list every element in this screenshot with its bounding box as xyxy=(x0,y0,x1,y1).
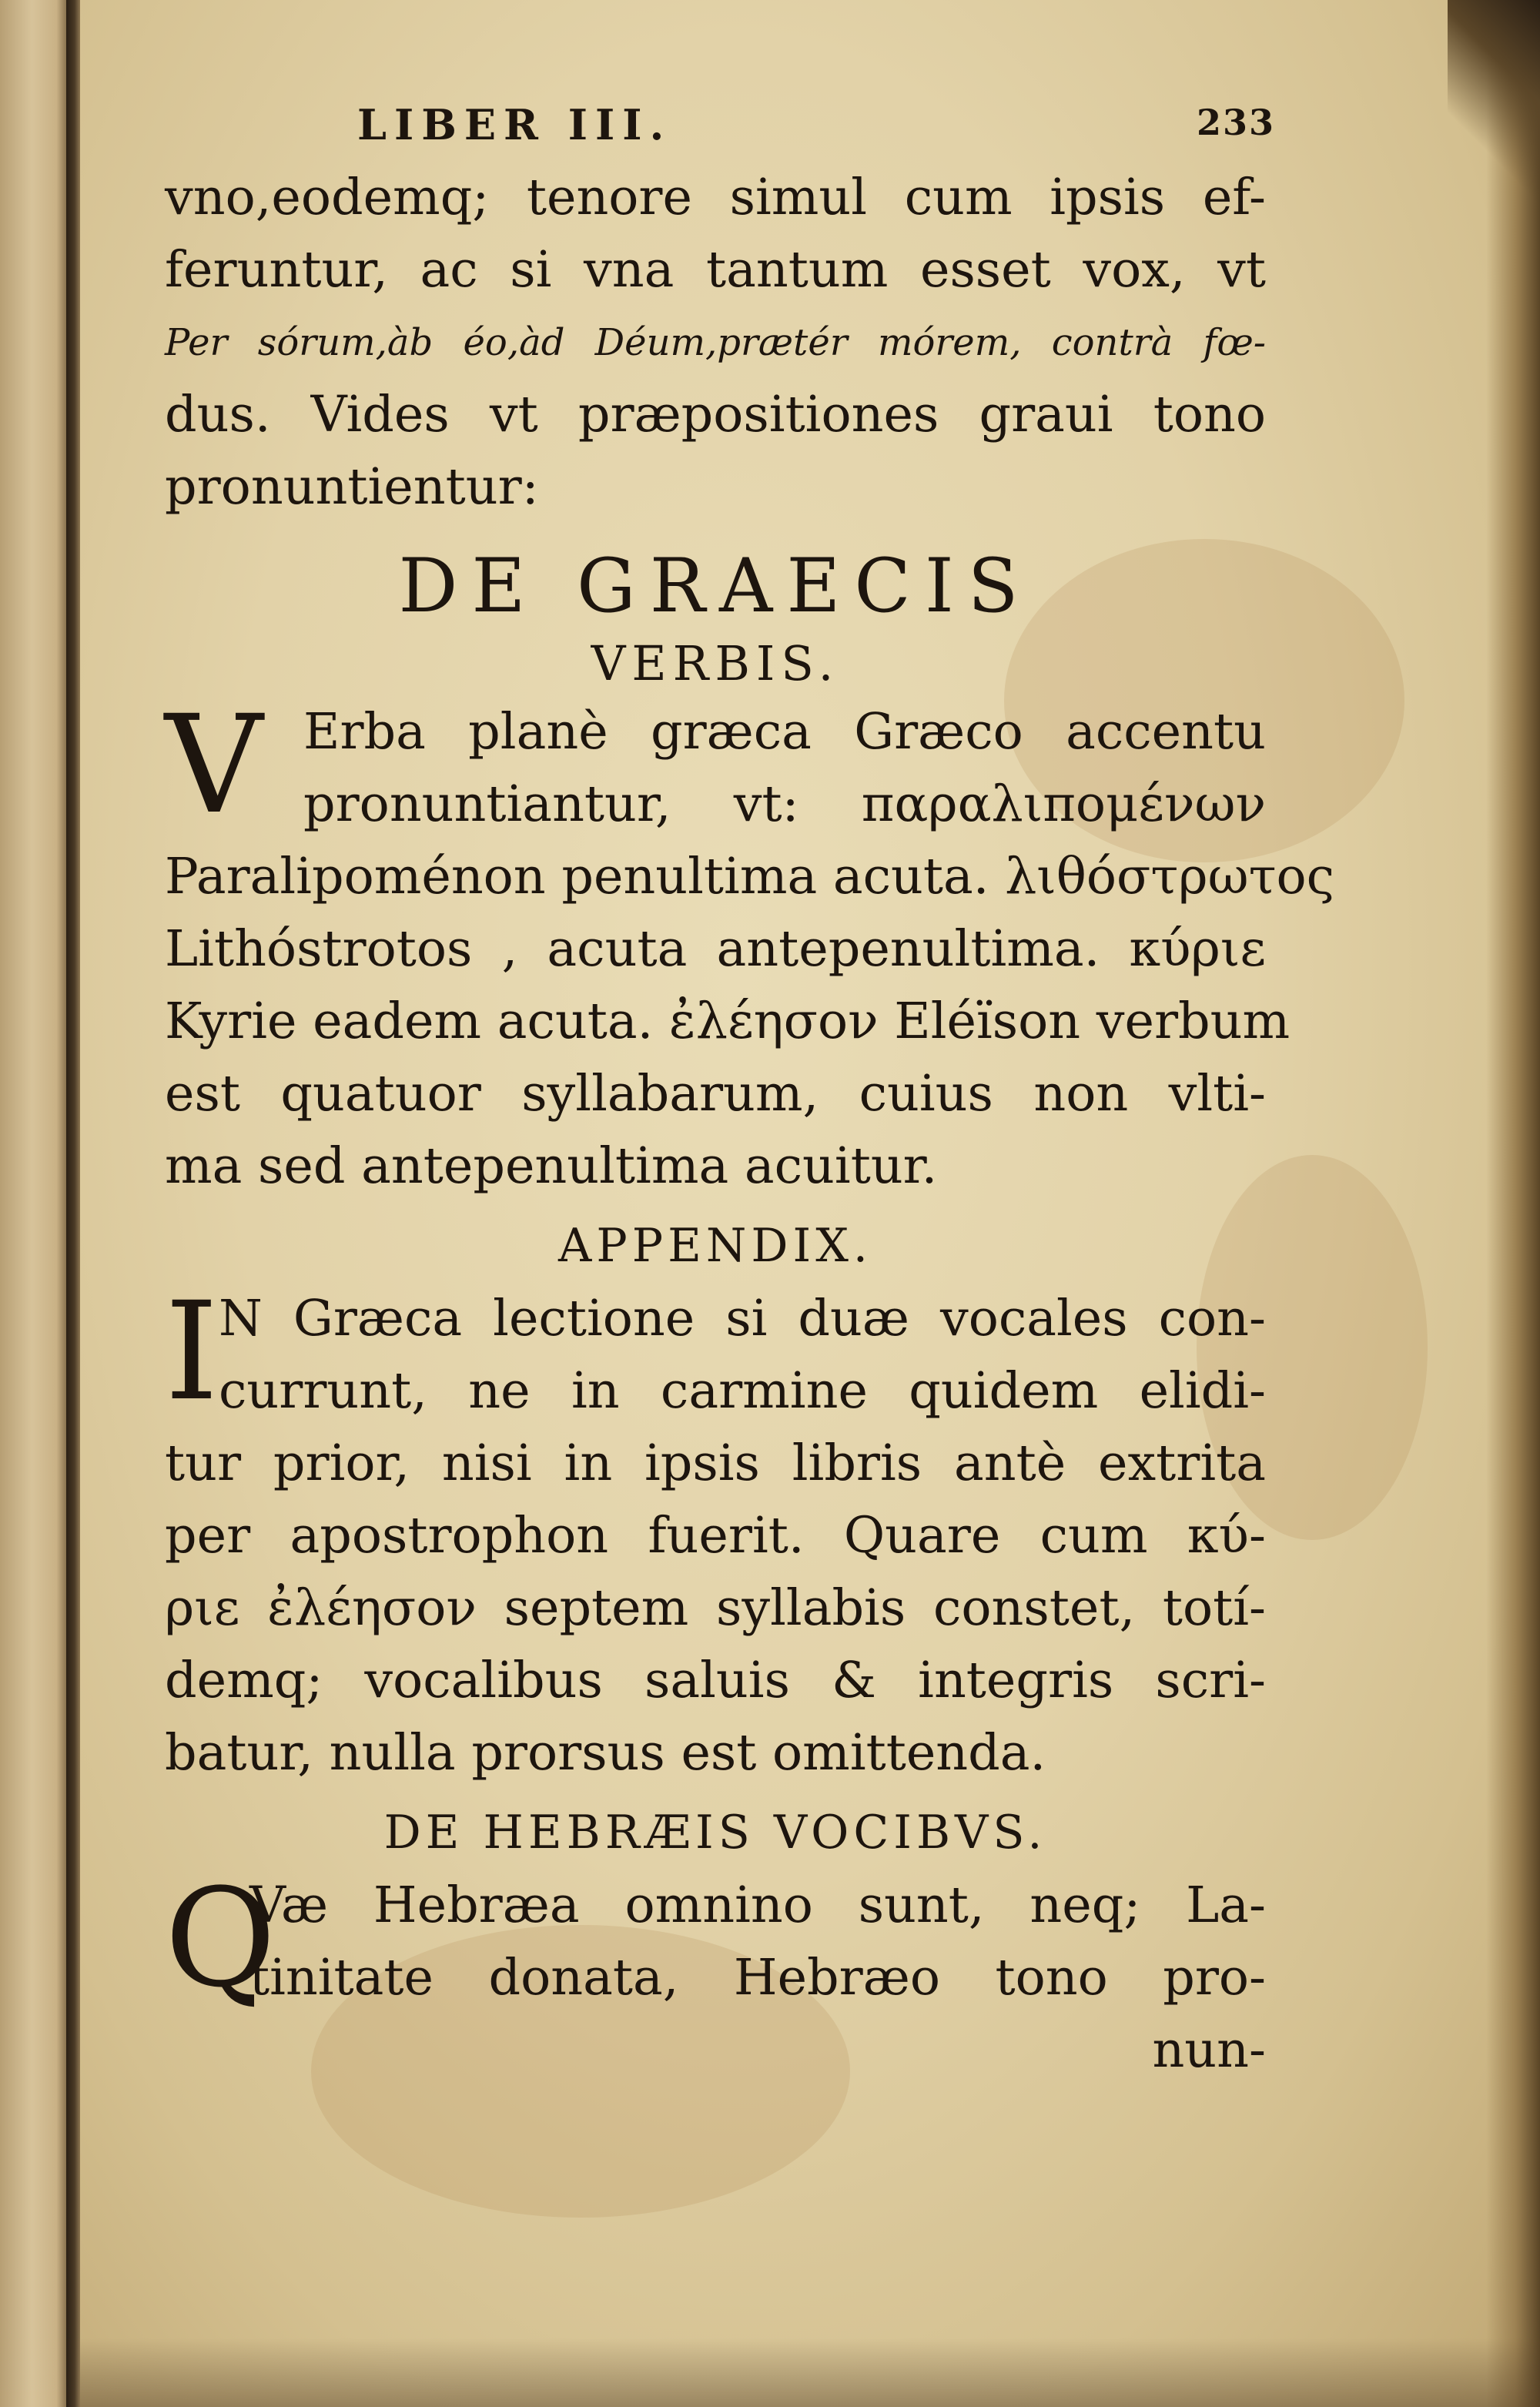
book-gutter xyxy=(66,0,80,2407)
text-line: tinitate donata, Hebræo tono pro- xyxy=(249,1949,1266,2007)
page-text-block xyxy=(165,100,1335,2087)
text-line: est quatuor syllabarum, cuius non vlti- xyxy=(165,1065,1266,1123)
page-bottom-shadow xyxy=(80,2338,1540,2407)
text-line: Per sórum,àb éo,àd Déum,prætér mórem, contrà fœ- xyxy=(165,321,1266,364)
text-line: currunt, ne in carmine quidem elidi- xyxy=(219,1362,1266,1420)
text-line: Paralipoménon penultima acuta. λιθόστρωτος xyxy=(165,848,1335,906)
drop-cap: V xyxy=(165,686,263,844)
section-subheading-verbis: VERBIS. xyxy=(591,635,840,691)
text-line: feruntur, ac si vna tantum esset vox, vt xyxy=(165,241,1266,299)
drop-cap: I xyxy=(165,1273,219,1431)
drop-cap: Q xyxy=(165,1860,276,2017)
section-heading-appendix: APPENDIX. xyxy=(558,1219,872,1273)
text-line: N Græca lectione si duæ vocales con- xyxy=(219,1290,1266,1347)
text-line: pronuntiantur, vt: παραλιπομένων xyxy=(303,775,1266,833)
running-header xyxy=(165,100,1275,162)
text-line: ριε ἐλέησον septem syllabis constet, totí- xyxy=(165,1579,1266,1637)
text-line: batur, nulla prorsus est omittenda. xyxy=(165,1724,1046,1782)
page-number: 233 xyxy=(1196,102,1275,143)
text-line: vno,eodemq; tenore simul cum ipsis ef- xyxy=(165,169,1266,226)
text-line: demq; vocalibus saluis & integris scri- xyxy=(165,1652,1266,1709)
text-line: dus. Vides vt præpositiones graui tono xyxy=(165,386,1266,444)
text-line: per apostrophon fuerit. Quare cum κύ- xyxy=(165,1507,1266,1565)
section-heading-graecis: DE GRAECIS xyxy=(398,543,1033,629)
paragraph-hebraeis xyxy=(165,1860,1266,2087)
paragraph-graecis xyxy=(165,686,1335,1203)
facing-page-edge xyxy=(0,0,71,2407)
text-line: Væ Hebræa omnino sunt, neq; La- xyxy=(249,1876,1266,1934)
page-corner-shadow xyxy=(1448,0,1540,200)
page-right-edge xyxy=(1486,0,1540,2407)
running-title: LIBER III. xyxy=(357,100,672,149)
intro-paragraph xyxy=(165,162,1266,524)
text-line: pronuntientur: xyxy=(165,458,539,516)
text-line: tur prior, nisi in ipsis libris antè extrita xyxy=(165,1434,1266,1492)
text-line: Erba planè græca Græco accentu xyxy=(303,703,1266,761)
text-line: Lithóstrotos , acuta antepenultima. κύριε xyxy=(165,920,1266,978)
section-heading-hebraeis: DE HEBRÆIS VOCIBVS. xyxy=(383,1806,1047,1860)
paragraph-appendix xyxy=(165,1273,1266,1789)
text-line: ma sed antepenultima acuitur. xyxy=(165,1137,938,1195)
text-line: Kyrie eadem acuta. ἐλέησον Eléïson verbum xyxy=(165,993,1291,1050)
catchword: nun- xyxy=(1152,2021,1266,2079)
